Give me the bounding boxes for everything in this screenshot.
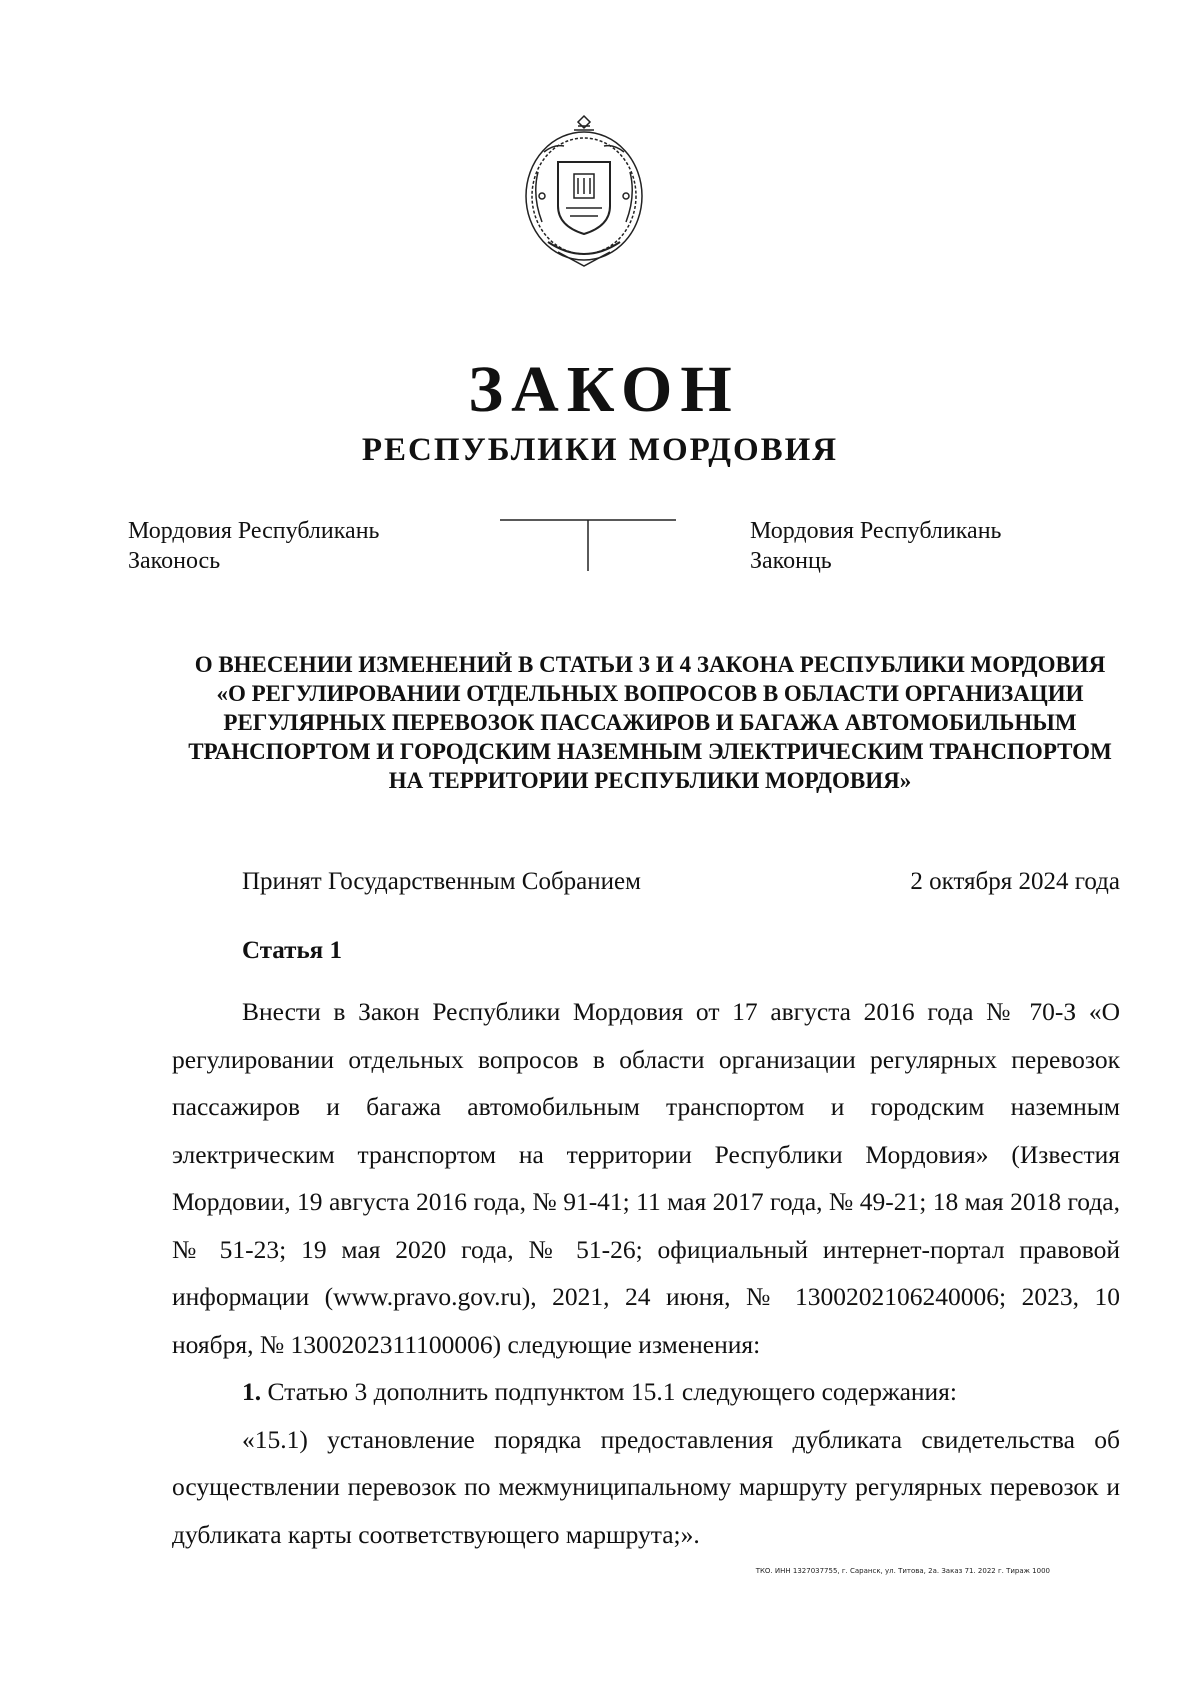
moksha-title-block bbox=[128, 516, 379, 576]
article-item-1 bbox=[172, 1368, 1120, 1416]
law-title: ЗАКОН bbox=[468, 353, 740, 426]
article-item-1-quote: «15.1) установление порядка предоставления дубликата свидетельства об осуществлении перевозок по межмуниципальному маршруту регулярных перевозок и дубликата карты соответствующего маршрута;». bbox=[172, 1424, 1120, 1549]
item-number: 1. bbox=[242, 1377, 262, 1406]
coat-of-arms-emblem bbox=[518, 112, 650, 272]
item-1-text: Статью 3 дополнить подпунктом 15.1 следующего содержания: bbox=[267, 1377, 957, 1406]
article-body bbox=[172, 988, 1120, 1558]
adoption-date: 2 октября 2024 года bbox=[910, 868, 1120, 895]
erzya-title-line1: Мордовия Республикань bbox=[750, 518, 1002, 544]
moksha-title-line2: Законось bbox=[128, 548, 221, 574]
article-title: Статья 1 bbox=[242, 937, 342, 964]
law-heading: О ВНЕСЕНИИ ИЗМЕНЕНИЙ В СТАТЬИ 3 И 4 ЗАКОНА РЕСПУБЛИКИ МОРДОВИЯ «О РЕГУЛИРОВАНИИ ОТДЕЛЬНЫХ ВОПРОСОВ В ОБЛАСТИ ОРГАНИЗАЦИИ РЕГУЛЯРНЫХ ПЕРЕВОЗОК ПАССАЖИРОВ И БАГАЖА АВТОМОБИЛЬНЫМ ТРАНСПОРТОМ И ГОРОДСКИМ НАЗЕМНЫМ ЭЛЕКТРИЧЕСКИМ ТРАНСПОРТОМ НА ТЕРРИТОРИИ РЕСПУБЛИКИ МОРДОВИЯ» bbox=[188, 652, 1112, 793]
erzya-title-line2: Законць bbox=[750, 548, 832, 574]
law-subtitle: РЕСПУБЛИКИ МОРДОВИЯ bbox=[361, 432, 839, 468]
adoption-statement: Принят Государственным Собранием bbox=[242, 868, 641, 895]
erzya-title-block bbox=[750, 516, 1001, 576]
printing-imprint: ТКО. ИНН 1327037755, г. Саранск, ул. Титова, 2а. Заказ 71. 2022 г. Тираж 1000 bbox=[755, 1567, 1050, 1575]
registration-number-mark bbox=[500, 519, 676, 571]
moksha-title-line1: Мордовия Республикань bbox=[128, 518, 380, 544]
article-intro-paragraph: Внести в Закон Республики Мордовия от 17 августа 2016 года № 70-З «О регулировании отдельных вопросов в области организации регулярных перевозок пассажиров и багажа автомобильным транспортом и городским наземным электрическим транспортом на территории Республики Мордовия» (Известия Мордовии, 19 августа 2016 года, № 91-41; 11 мая 2017 года, № 49-21; 18 мая 2018 года, № 51-23; 19 мая 2020 года, № 51-26; официальный интернет-портал правовой информации (www.pravo.gov.ru), 2021, 24 июня, № 1300202106240006; 2023, 10 ноября, № 1300202311100006) следующие изменения: bbox=[172, 997, 1120, 1359]
